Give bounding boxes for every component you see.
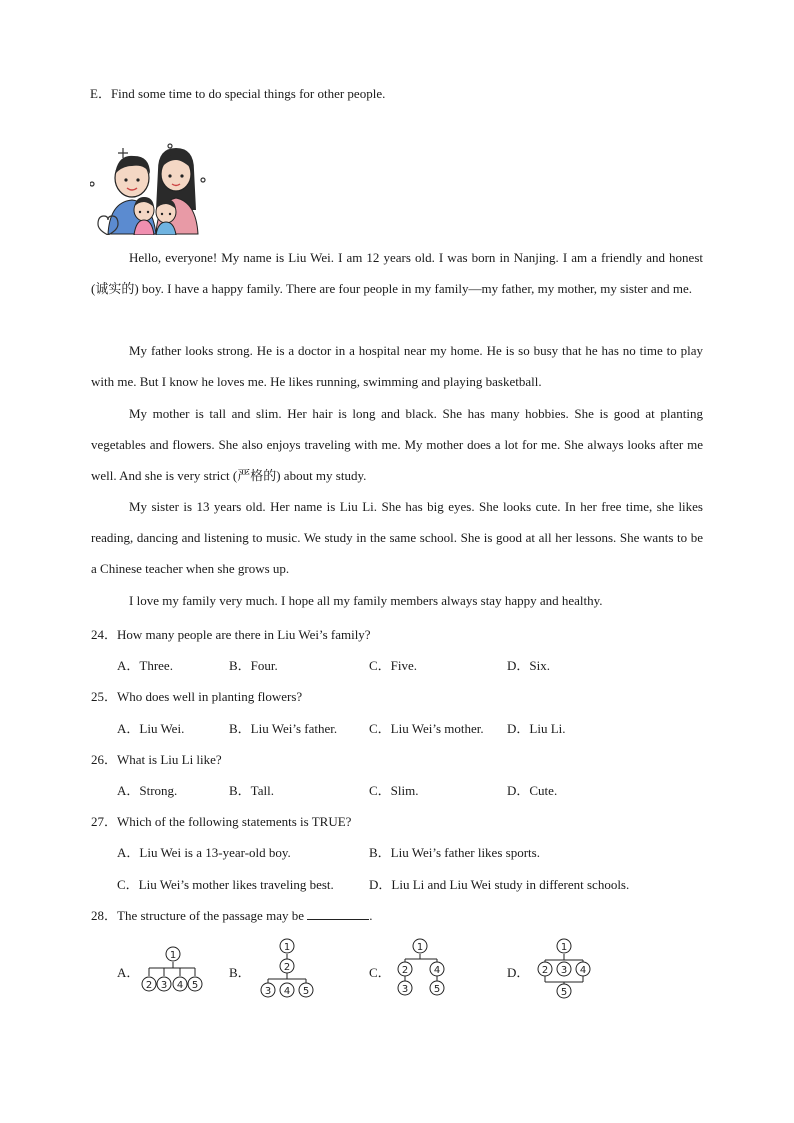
q24-option-d[interactable]: D．Six. bbox=[507, 658, 550, 673]
q27-option-b[interactable]: B．Liu Wei’s father likes sports. bbox=[369, 845, 540, 860]
q28-option-a-label[interactable]: A． bbox=[117, 965, 140, 980]
question-28 bbox=[91, 905, 372, 924]
node-label: 5 bbox=[560, 987, 568, 998]
structure-diagram-c[interactable] bbox=[392, 936, 452, 1000]
node-label: 4 bbox=[176, 980, 184, 991]
q27-option-a[interactable]: A．Liu Wei is a 13-year-old boy. bbox=[117, 845, 291, 860]
node-label: 3 bbox=[160, 980, 168, 991]
question-24: 24．How many people are there in Liu Wei’s family? bbox=[91, 627, 371, 642]
node-label: 5 bbox=[191, 980, 199, 991]
question-28-period: . bbox=[369, 908, 373, 923]
q28-option-c-label[interactable]: C． bbox=[369, 965, 391, 980]
q25-option-a[interactable]: A．Liu Wei. bbox=[117, 721, 185, 736]
q24-option-a[interactable]: A．Three. bbox=[117, 658, 173, 673]
question-28-stem: 28．The structure of the passage may be bbox=[91, 908, 304, 923]
passage-paragraph-1: Hello, everyone! My name is Liu Wei. I am 12 years old. I was born in Nanjing. I am a friendly and honest (诚实的) boy. I have a happy family. There are four people in my family—my father, my mother, my sister and me. bbox=[91, 250, 703, 297]
answer-blank bbox=[307, 908, 369, 920]
node-label: 1 bbox=[169, 950, 177, 961]
q28-option-b-label[interactable]: B． bbox=[229, 965, 251, 980]
q26-option-a[interactable]: A．Strong. bbox=[117, 783, 178, 798]
option-e-line: E．Find some time to do special things for other people. bbox=[90, 86, 386, 101]
passage-paragraph-4: My sister is 13 years old. Her name is Liu Li. She has big eyes. She looks cute. In her free time, she likes reading, dancing and listening to music. We study in the same school. She is good at all her lessons. She wants to be a Chinese teacher when she grows up. bbox=[91, 499, 703, 577]
node-label: 2 bbox=[145, 980, 153, 991]
q28-option-d-label[interactable]: D． bbox=[507, 965, 530, 980]
node-label: 3 bbox=[264, 986, 272, 997]
node-label: 4 bbox=[283, 986, 291, 997]
node-label: 1 bbox=[283, 942, 291, 953]
node-label: 5 bbox=[302, 986, 310, 997]
passage-paragraph-2: My father looks strong. He is a doctor in a hospital near my home. He is so busy that he has no time to play with me. But I know he loves me. He likes running, swimming and playing basketball. bbox=[91, 343, 703, 390]
q25-option-c[interactable]: C．Liu Wei’s mother. bbox=[369, 721, 484, 736]
node-label: 4 bbox=[433, 965, 441, 976]
question-27: 27．Which of the following statements is TRUE? bbox=[91, 814, 352, 829]
structure-diagram-a[interactable] bbox=[140, 944, 204, 996]
passage-paragraph-3: My mother is tall and slim. Her hair is long and black. She has many hobbies. She is good at planting vegetables and flowers. She also enjoys traveling with me. My mother does a lot for me. She always looks after me well. And she is very strict (严格的) about my study. bbox=[91, 406, 703, 484]
q26-option-d[interactable]: D．Cute. bbox=[507, 783, 558, 798]
node-label: 2 bbox=[541, 965, 549, 976]
node-label: 3 bbox=[401, 984, 409, 995]
node-label: 4 bbox=[579, 965, 587, 976]
q26-option-b[interactable]: B．Tall. bbox=[229, 783, 274, 798]
question-25: 25．Who does well in planting flowers? bbox=[91, 689, 303, 704]
node-label: 1 bbox=[416, 942, 424, 953]
structure-diagram-b[interactable] bbox=[254, 936, 322, 1000]
q27-option-c[interactable]: C．Liu Wei’s mother likes traveling best. bbox=[117, 877, 334, 892]
q27-option-d[interactable]: D．Liu Li and Liu Wei study in different schools. bbox=[369, 877, 630, 892]
node-label: 1 bbox=[560, 942, 568, 953]
q25-option-b[interactable]: B．Liu Wei’s father. bbox=[229, 721, 338, 736]
node-label: 2 bbox=[283, 962, 291, 973]
node-label: 5 bbox=[433, 984, 441, 995]
passage-paragraph-5: I love my family very much. I hope all my family members always stay happy and healthy. bbox=[129, 593, 603, 608]
q25-option-d[interactable]: D．Liu Li. bbox=[507, 721, 566, 736]
q24-option-c[interactable]: C．Five. bbox=[369, 658, 418, 673]
q24-option-b[interactable]: B．Four. bbox=[229, 658, 278, 673]
question-26: 26．What is Liu Li like? bbox=[91, 752, 222, 767]
family-illustration bbox=[90, 140, 210, 235]
node-label: 3 bbox=[560, 965, 568, 976]
q26-option-c[interactable]: C．Slim. bbox=[369, 783, 419, 798]
node-label: 2 bbox=[401, 965, 409, 976]
structure-diagram-d[interactable] bbox=[532, 936, 598, 1000]
